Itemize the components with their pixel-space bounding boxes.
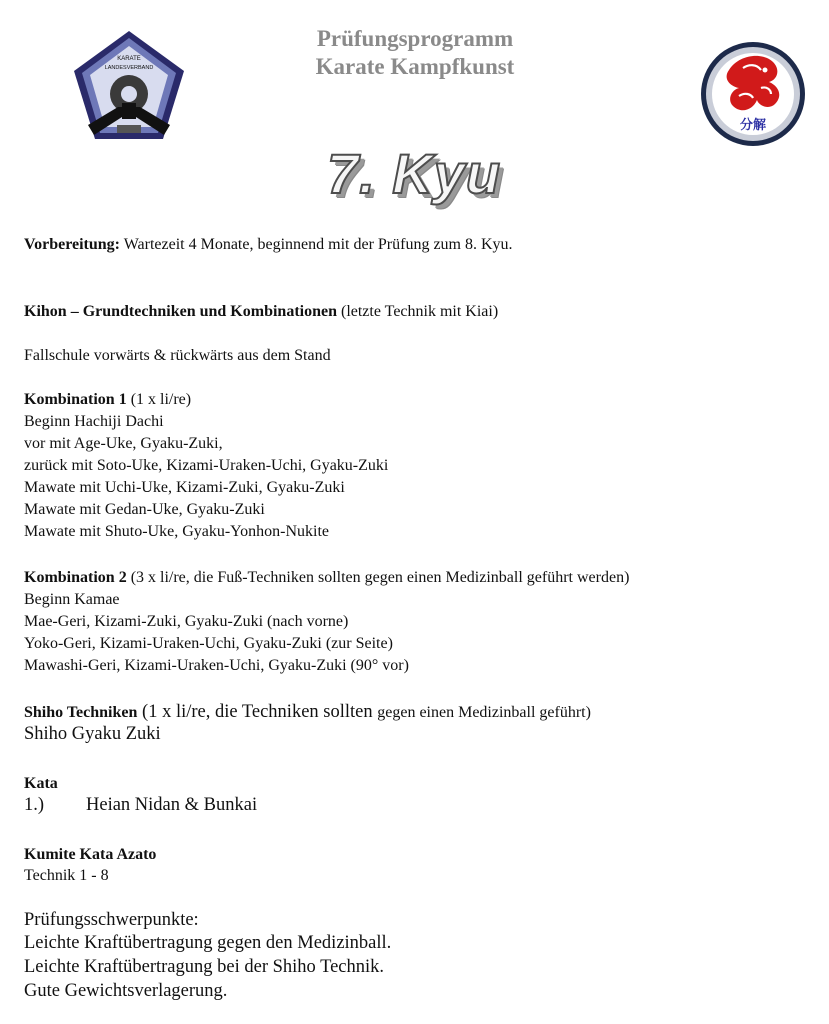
combo1-heading-line: [24, 389, 191, 411]
focus-line: Leichte Kraftübertragung gegen den Medizinball.: [24, 933, 392, 953]
karate-landesverband-logo: [70, 27, 188, 145]
preparation-label: Vorbereitung:: [24, 236, 120, 253]
combo2-line: Mawashi-Geri, Kizami-Uraken-Uchi, Gyaku-Zuki (90° vor): [24, 657, 409, 674]
combo1-line: Mawate mit Uchi-Uke, Kizami-Zuki, Gyaku-Zuki: [24, 479, 345, 496]
focus-heading: Prüfungsschwerpunkte:: [24, 910, 199, 930]
kata-item: [24, 794, 257, 816]
fallschule-line: Fallschule vorwärts & rückwärts aus dem Stand: [24, 347, 331, 364]
bunkai-dragon-logo: [699, 40, 807, 148]
kihon-note: (letzte Technik mit Kiai): [336, 303, 499, 320]
combo2-heading-line: [24, 567, 629, 589]
combo1-heading: Kombination 1: [24, 391, 127, 408]
header-title-line-2: Karate Kampfkunst: [315, 54, 515, 79]
combo2-heading: Kombination 2: [24, 569, 127, 586]
kihon-heading: Kihon – Grundtechniken und Kombinationen: [24, 303, 337, 320]
kumite-line: Technik 1 - 8: [24, 867, 109, 884]
kihon-heading-line: [24, 301, 498, 323]
combo2-line: Yoko-Geri, Kizami-Uraken-Uchi, Gyaku-Zuki (zur Seite): [24, 635, 393, 652]
karate-landesverband-pentagon-logo-icon: [70, 27, 188, 145]
focus-line: Leichte Kraftübertragung bei der Shiho Technik.: [24, 957, 385, 977]
shiho-heading: Shiho Techniken: [24, 704, 138, 721]
svg-text:LANDESVERBAND: LANDESVERBAND: [104, 65, 154, 71]
preparation-text: Wartezeit 4 Monate, beginnend mit der Prüfung zum 8. Kyu.: [120, 236, 513, 253]
shiho-heading-line: [24, 701, 591, 724]
kata-heading: Kata: [24, 775, 58, 792]
shiho-technique-line: Shiho Gyaku Zuki: [24, 724, 161, 744]
combo2-note: (3 x li/re, die Fuß-Techniken sollten gegen einen Medizinball geführt werden): [126, 569, 630, 586]
combo1-note: (1 x li/re): [126, 391, 192, 408]
combo1-line: Beginn Hachiji Dachi: [24, 413, 164, 430]
kumite-heading: Kumite Kata Azato: [24, 846, 157, 863]
svg-text:KARATE: KARATE: [117, 56, 141, 62]
combo2-line: Mae-Geri, Kizami-Zuki, Gyaku-Zuki (nach vorne): [24, 613, 349, 630]
svg-text:分解: 分解: [739, 118, 767, 133]
shiho-note-large: (1 x li/re, die Techniken sollten: [137, 702, 378, 722]
combo1-line: Mawate mit Shuto-Uke, Gyaku-Yonhon-Nukite: [24, 523, 330, 540]
kata-number: 1.): [24, 795, 45, 815]
preparation-line: [24, 234, 513, 256]
kyu-level-title: 7. Kyu: [326, 142, 502, 205]
combo2-line: Beginn Kamae: [24, 591, 120, 608]
header-title-line-1: Prüfungsprogramm: [316, 26, 514, 51]
shiho-note-small: gegen einen Medizinball geführt): [377, 704, 591, 721]
combo1-line: vor mit Age-Uke, Gyaku-Zuki,: [24, 435, 223, 452]
red-dragon-circle-logo-icon: [699, 40, 807, 148]
combo1-line: zurück mit Soto-Uke, Kizami-Uraken-Uchi, Gyaku-Zuki: [24, 457, 389, 474]
combo1-line: Mawate mit Gedan-Uke, Gyaku-Zuki: [24, 501, 265, 518]
focus-line: Gute Gewichtsverlagerung.: [24, 981, 228, 1001]
kata-name: Heian Nidan & Bunkai: [86, 795, 258, 815]
